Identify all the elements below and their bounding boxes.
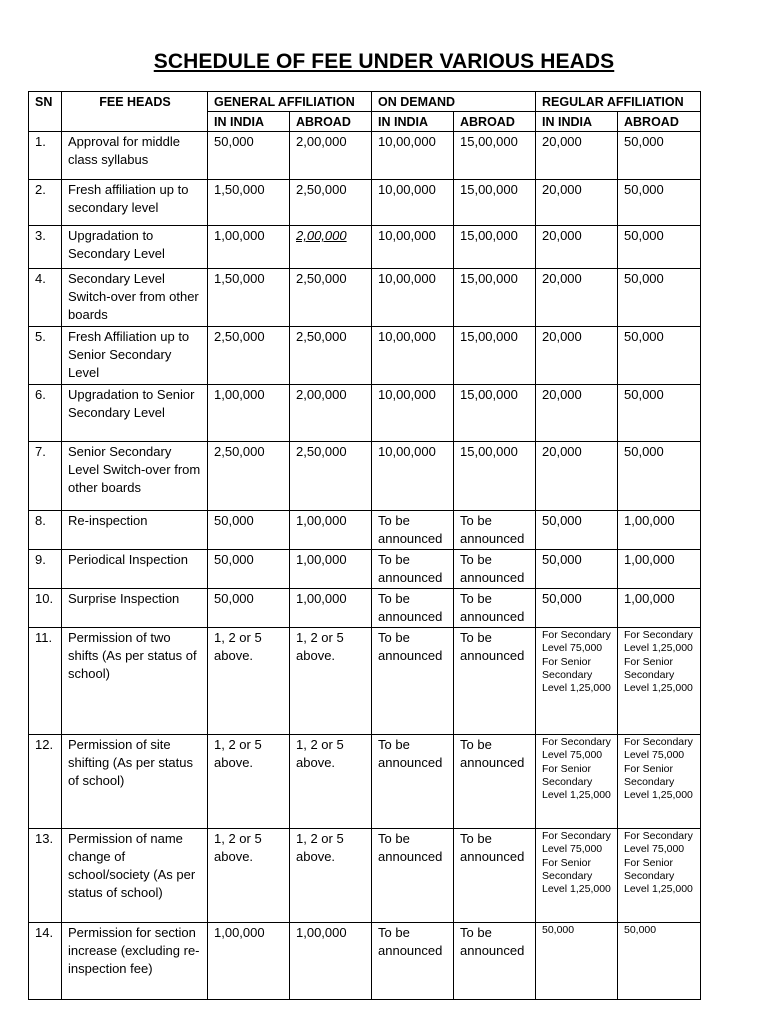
regular-in-india-value: 20,000 [536, 180, 618, 226]
general-in-india-value: 1,50,000 [208, 269, 290, 327]
regular-in-india-value: 20,000 [536, 226, 618, 269]
regular-abroad-value: 50,000 [618, 327, 701, 385]
table-row [29, 132, 701, 180]
on-demand-in-india-value: 10,00,000 [372, 226, 454, 269]
general-in-india-value: 2,50,000 [208, 442, 290, 511]
regular-abroad-value: 50,000 [618, 442, 701, 511]
regular-in-india-value: 20,000 [536, 269, 618, 327]
general-in-india-value: 1,50,000 [208, 180, 290, 226]
regular-abroad-value: 50,000 [618, 269, 701, 327]
on-demand-abroad-value: 15,00,000 [454, 385, 536, 442]
row-sn: 5. [29, 327, 62, 385]
row-sn: 6. [29, 385, 62, 442]
regular-abroad-value: For Secondary Level 75,000 For Senior Secondary Level 1,25,000 [618, 829, 701, 923]
table-row [29, 628, 701, 735]
general-in-india-value: 50,000 [208, 550, 290, 589]
general-abroad-value: 1, 2 or 5 above. [290, 628, 372, 735]
header-regular-abroad: ABROAD [618, 112, 701, 132]
on-demand-abroad-value: To be announced [454, 511, 536, 550]
general-abroad-value: 1,00,000 [290, 589, 372, 628]
header-regular-affiliation: REGULAR AFFILIATION [536, 92, 701, 112]
row-fee-head: Upgradation to Senior Secondary Level [62, 385, 208, 442]
general-abroad-value: 1, 2 or 5 above. [290, 735, 372, 829]
general-abroad-value: 2,50,000 [290, 180, 372, 226]
regular-abroad-value: For Secondary Level 75,000 For Senior Secondary Level 1,25,000 [618, 735, 701, 829]
general-in-india-value: 50,000 [208, 589, 290, 628]
header-general-abroad: ABROAD [290, 112, 372, 132]
general-abroad-value: 2,00,000 [290, 385, 372, 442]
row-fee-head: Fresh Affiliation up to Senior Secondary Level [62, 327, 208, 385]
on-demand-in-india-value: 10,00,000 [372, 442, 454, 511]
row-sn: 11. [29, 628, 62, 735]
row-fee-head: Periodical Inspection [62, 550, 208, 589]
row-fee-head: Approval for middle class syllabus [62, 132, 208, 180]
on-demand-in-india-value: To be announced [372, 829, 454, 923]
row-fee-head: Upgradation to Secondary Level [62, 226, 208, 269]
on-demand-abroad-value: To be announced [454, 628, 536, 735]
regular-abroad-value: 50,000 [618, 923, 701, 1000]
table-row [29, 511, 701, 550]
general-in-india-value: 1,00,000 [208, 923, 290, 1000]
header-general-in-india: IN INDIA [208, 112, 290, 132]
general-abroad-value: 2,50,000 [290, 269, 372, 327]
header-on-demand: ON DEMAND [372, 92, 536, 112]
regular-in-india-value: 20,000 [536, 327, 618, 385]
row-fee-head: Secondary Level Switch-over from other boards [62, 269, 208, 327]
header-sn: SN [29, 92, 62, 132]
row-sn: 7. [29, 442, 62, 511]
on-demand-abroad-value: To be announced [454, 829, 536, 923]
regular-in-india-value: For Secondary Level 75,000 For Senior Secondary Level 1,25,000 [536, 628, 618, 735]
regular-in-india-value: 20,000 [536, 385, 618, 442]
on-demand-in-india-value: To be announced [372, 589, 454, 628]
regular-in-india-value: 20,000 [536, 132, 618, 180]
on-demand-in-india-value: To be announced [372, 550, 454, 589]
on-demand-in-india-value: To be announced [372, 735, 454, 829]
on-demand-abroad-value: To be announced [454, 923, 536, 1000]
regular-abroad-value: 1,00,000 [618, 511, 701, 550]
on-demand-abroad-value: 15,00,000 [454, 132, 536, 180]
row-sn: 9. [29, 550, 62, 589]
general-in-india-value: 1, 2 or 5 above. [208, 829, 290, 923]
table-row [29, 589, 701, 628]
header-on-demand-abroad: ABROAD [454, 112, 536, 132]
general-abroad-value: 1,00,000 [290, 550, 372, 589]
table-row [29, 829, 701, 923]
row-sn: 13. [29, 829, 62, 923]
regular-abroad-value: 1,00,000 [618, 550, 701, 589]
header-regular-in-india: IN INDIA [536, 112, 618, 132]
page-title: SCHEDULE OF FEE UNDER VARIOUS HEADS [153, 50, 615, 73]
on-demand-in-india-value: 10,00,000 [372, 132, 454, 180]
row-sn: 12. [29, 735, 62, 829]
row-sn: 4. [29, 269, 62, 327]
general-abroad-value: 2,50,000 [290, 442, 372, 511]
row-fee-head: Surprise Inspection [62, 589, 208, 628]
general-in-india-value: 1,00,000 [208, 385, 290, 442]
regular-abroad-value: 1,00,000 [618, 589, 701, 628]
on-demand-in-india-value: To be announced [372, 923, 454, 1000]
table-row [29, 923, 701, 1000]
table-row [29, 226, 701, 269]
table-row [29, 180, 701, 226]
general-abroad-value: 2,00,000 [290, 226, 372, 269]
general-abroad-value: 2,00,000 [290, 132, 372, 180]
on-demand-abroad-value: 15,00,000 [454, 226, 536, 269]
on-demand-in-india-value: 10,00,000 [372, 180, 454, 226]
fee-table [28, 91, 701, 1000]
general-in-india-value: 1, 2 or 5 above. [208, 628, 290, 735]
on-demand-abroad-value: To be announced [454, 735, 536, 829]
general-in-india-value: 1,00,000 [208, 226, 290, 269]
general-abroad-value: 1,00,000 [290, 511, 372, 550]
regular-in-india-value: For Secondary Level 75,000 For Senior Secondary Level 1,25,000 [536, 735, 618, 829]
table-row [29, 269, 701, 327]
on-demand-in-india-value: 10,00,000 [372, 385, 454, 442]
on-demand-abroad-value: To be announced [454, 550, 536, 589]
general-in-india-value: 50,000 [208, 132, 290, 180]
on-demand-abroad-value: 15,00,000 [454, 442, 536, 511]
general-abroad-value: 1,00,000 [290, 923, 372, 1000]
general-in-india-value: 1, 2 or 5 above. [208, 735, 290, 829]
general-abroad-value: 1, 2 or 5 above. [290, 829, 372, 923]
regular-abroad-value: For Secondary Level 1,25,000 For Senior Secondary Level 1,25,000 [618, 628, 701, 735]
table-row [29, 735, 701, 829]
on-demand-in-india-value: To be announced [372, 511, 454, 550]
on-demand-abroad-value: 15,00,000 [454, 269, 536, 327]
header-general-affiliation: GENERAL AFFILIATION [208, 92, 372, 112]
regular-in-india-value: 50,000 [536, 511, 618, 550]
row-fee-head: Permission for section increase (excluding re-inspection fee) [62, 923, 208, 1000]
regular-abroad-value: 50,000 [618, 132, 701, 180]
row-sn: 1. [29, 132, 62, 180]
row-fee-head: Permission of site shifting (As per status of school) [62, 735, 208, 829]
table-row [29, 385, 701, 442]
table-row [29, 550, 701, 589]
header-on-demand-in-india: IN INDIA [372, 112, 454, 132]
on-demand-abroad-value: To be announced [454, 589, 536, 628]
row-fee-head: Senior Secondary Level Switch-over from other boards [62, 442, 208, 511]
regular-in-india-value: 50,000 [536, 923, 618, 1000]
regular-in-india-value: 50,000 [536, 589, 618, 628]
row-fee-head: Fresh affiliation up to secondary level [62, 180, 208, 226]
regular-abroad-value: 50,000 [618, 385, 701, 442]
row-fee-head: Permission of name change of school/society (As per status of school) [62, 829, 208, 923]
general-in-india-value: 2,50,000 [208, 327, 290, 385]
general-in-india-value: 50,000 [208, 511, 290, 550]
header-fee-heads: FEE HEADS [62, 92, 208, 132]
general-abroad-value: 2,50,000 [290, 327, 372, 385]
table-row [29, 442, 701, 511]
regular-in-india-value: 20,000 [536, 442, 618, 511]
row-fee-head: Re-inspection [62, 511, 208, 550]
on-demand-in-india-value: 10,00,000 [372, 269, 454, 327]
row-sn: 8. [29, 511, 62, 550]
on-demand-in-india-value: To be announced [372, 628, 454, 735]
on-demand-abroad-value: 15,00,000 [454, 180, 536, 226]
table-row [29, 327, 701, 385]
row-sn: 14. [29, 923, 62, 1000]
on-demand-in-india-value: 10,00,000 [372, 327, 454, 385]
row-sn: 3. [29, 226, 62, 269]
row-sn: 10. [29, 589, 62, 628]
row-fee-head: Permission of two shifts (As per status of school) [62, 628, 208, 735]
row-sn: 2. [29, 180, 62, 226]
regular-abroad-value: 50,000 [618, 226, 701, 269]
on-demand-abroad-value: 15,00,000 [454, 327, 536, 385]
regular-in-india-value: For Secondary Level 75,000 For Senior Secondary Level 1,25,000 [536, 829, 618, 923]
regular-abroad-value: 50,000 [618, 180, 701, 226]
regular-in-india-value: 50,000 [536, 550, 618, 589]
